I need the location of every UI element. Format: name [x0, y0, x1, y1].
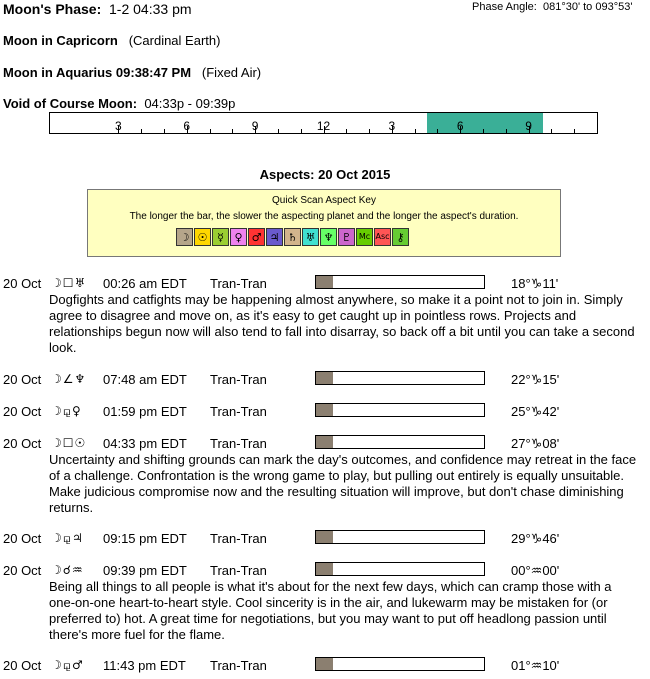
voc-bar-tick-label: 3 [115, 119, 122, 133]
voc-label: Void of Course Moon: [3, 96, 138, 111]
aspect-date: 20 Oct [3, 404, 42, 419]
aspect-position: 18°♑11' [511, 276, 559, 291]
aspect-glyphs: ☽☌♒ [51, 563, 84, 577]
aspect-type: Tran-Tran [210, 658, 267, 673]
aspect-time: 00:26 am EDT [103, 276, 187, 291]
aspect-glyphs: ☽☐☉ [51, 436, 87, 450]
key-glyph-icon: Asc [374, 228, 391, 246]
key-glyph-icon: ♄ [284, 228, 301, 246]
key-description: The longer the bar, the slower the aspecting planet and the longer the aspect's duration. [129, 211, 519, 222]
key-glyph-icon: ☽ [176, 228, 193, 246]
aspect-time: 01:59 pm EDT [103, 404, 187, 419]
moon-sign-value: (Fixed Air) [201, 65, 262, 80]
aspect-type: Tran-Tran [210, 404, 267, 419]
key-glyph-icon: Mc [356, 228, 373, 246]
aspect-duration-bar [315, 657, 485, 671]
key-glyph-icon: ♅ [302, 228, 319, 246]
aspect-glyphs: ☽⚼♃ [51, 531, 84, 545]
voc-bar-tick [164, 129, 165, 133]
aspect-duration-fill [316, 531, 333, 543]
aspect-position: 01°♒10' [511, 658, 560, 673]
aspect-duration-bar [315, 403, 485, 417]
aspect-glyphs: ☽∠♆ [51, 372, 87, 386]
voc-bar-tick [232, 129, 233, 133]
voc-bar-tick [574, 129, 575, 133]
voc-bar-tick [141, 129, 142, 133]
voc-bar-tick-label: 9 [251, 119, 259, 133]
aspect-description: Dogfights and catfights may be happening almost anywhere, so make it a point not to join in. Simply agree to disagree and move on, as it's easy to get caught up in pointless rows. Projects and relationships begun now will also tend to fall into disarray, so back off a bit until you can take a second look. [49, 292, 635, 355]
aspects-title: Aspects: 20 Oct 2015 [259, 167, 391, 182]
voc-bar-tick [506, 129, 507, 133]
aspect-time: 09:15 pm EDT [103, 531, 187, 546]
moon-sign-capricorn [3, 33, 220, 48]
moon-phase-value: 1-2 04:33 pm [109, 1, 192, 17]
aspect-glyphs: ☽☐♅ [51, 276, 87, 290]
key-glyph-icon: ♃ [266, 228, 283, 246]
moon-phase-label: Moon's Phase: [3, 1, 102, 17]
aspect-date: 20 Oct [3, 276, 42, 291]
void-of-course-bar [49, 112, 598, 134]
voc-bar-tick [210, 129, 211, 133]
aspect-position: 29°♑46' [511, 531, 560, 546]
aspect-duration-bar [315, 435, 485, 449]
aspect-duration-bar [315, 530, 485, 544]
key-glyph-icon: ♇ [338, 228, 355, 246]
aspect-duration-fill [316, 276, 333, 288]
moon-sign-label: Moon in Aquarius 09:38:47 PM [3, 65, 192, 80]
voc-bar-tick [346, 129, 347, 133]
key-glyph-icon: ☉ [194, 228, 211, 246]
phase-angle-value: 081°30' to 093°53' [542, 1, 633, 13]
moon-sign-value: (Cardinal Earth) [128, 33, 221, 48]
aspect-time: 09:39 pm EDT [103, 563, 187, 578]
aspect-type: Tran-Tran [210, 531, 267, 546]
voc-bar-tick-label: 12 [316, 119, 331, 133]
aspect-date: 20 Oct [3, 372, 42, 387]
key-glyph-icon: ⚷ [392, 228, 409, 246]
key-glyphs [176, 228, 410, 246]
aspect-type: Tran-Tran [210, 372, 267, 387]
moon-sign-label: Moon in Capricorn [3, 33, 118, 48]
phase-angle [472, 1, 632, 13]
key-glyph-icon: ♂ [248, 228, 265, 246]
aspect-glyphs: ☽⚼♂ [51, 658, 84, 672]
aspect-date: 20 Oct [3, 436, 42, 451]
voc-bar-tick-label: 6 [456, 119, 464, 133]
key-title: Quick Scan Aspect Key [272, 195, 376, 206]
key-glyph-icon: ♆ [320, 228, 337, 246]
aspect-time: 11:43 pm EDT [103, 658, 186, 673]
aspect-date: 20 Oct [3, 531, 42, 546]
voc-bar-tick [437, 129, 438, 133]
aspect-duration-fill [316, 436, 333, 448]
voc-bar-tick-label: 3 [388, 119, 396, 133]
aspect-date: 20 Oct [3, 563, 42, 578]
key-glyph-icon: ☿ [212, 228, 229, 246]
voc-bar-tick-label: 9 [525, 119, 532, 133]
aspect-position: 00°♒00' [511, 563, 560, 578]
aspect-duration-fill [316, 404, 333, 416]
voc-bar-tick [415, 129, 416, 133]
aspect-description: Being all things to all people is what it's about for the next few days, which can cramp those with a one-on-one heart-to-heart style. Cool sincerity is in the air, and lukewarm may be mistaken for (or preferred to) hot. A great time for negotiations, but you may want to put off headlong passion until there's more fuel for the flame. [49, 579, 612, 642]
aspect-duration-bar [315, 371, 485, 385]
voc-bar-tick [483, 129, 484, 133]
aspect-time: 07:48 am EDT [103, 372, 187, 387]
aspect-duration-fill [316, 372, 333, 384]
voc-bar-tick [551, 129, 552, 133]
void-of-course [3, 96, 235, 111]
key-glyph-icon: ♀ [230, 228, 247, 246]
moon-phase [3, 1, 192, 17]
voc-bar-tick-label: 6 [183, 119, 191, 133]
aspect-position: 25°♑42' [511, 404, 560, 419]
voc-bar-tick [369, 129, 370, 133]
aspect-type: Tran-Tran [210, 436, 267, 451]
aspect-duration-fill [316, 658, 333, 670]
aspect-duration-fill [316, 563, 333, 575]
aspect-key [87, 189, 561, 257]
aspect-position: 27°♑08' [511, 436, 560, 451]
voc-value: 04:33p - 09:39p [144, 96, 236, 111]
voc-bar-tick [301, 129, 302, 133]
aspect-description: Uncertainty and shifting grounds can mark the day's outcomes, and confidence may retreat in the face of a challenge. Confrontation is the wrong game to play, but pulling out entirely is equally unsuitable. Make judicious compromise now and the resulting situation will improve, but don't chase diminishing returns. [49, 452, 637, 515]
aspect-time: 04:33 pm EDT [103, 436, 187, 451]
aspect-duration-bar [315, 275, 485, 289]
aspect-duration-bar [315, 562, 485, 576]
aspect-glyphs: ☽⚼♀ [51, 404, 82, 418]
phase-angle-label: Phase Angle: [472, 1, 537, 13]
moon-sign-aquarius [3, 65, 261, 80]
aspect-type: Tran-Tran [210, 276, 267, 291]
aspect-type: Tran-Tran [210, 563, 267, 578]
aspect-position: 22°♑15' [511, 372, 560, 387]
voc-bar-tick [278, 129, 279, 133]
aspect-date: 20 Oct [3, 658, 42, 673]
